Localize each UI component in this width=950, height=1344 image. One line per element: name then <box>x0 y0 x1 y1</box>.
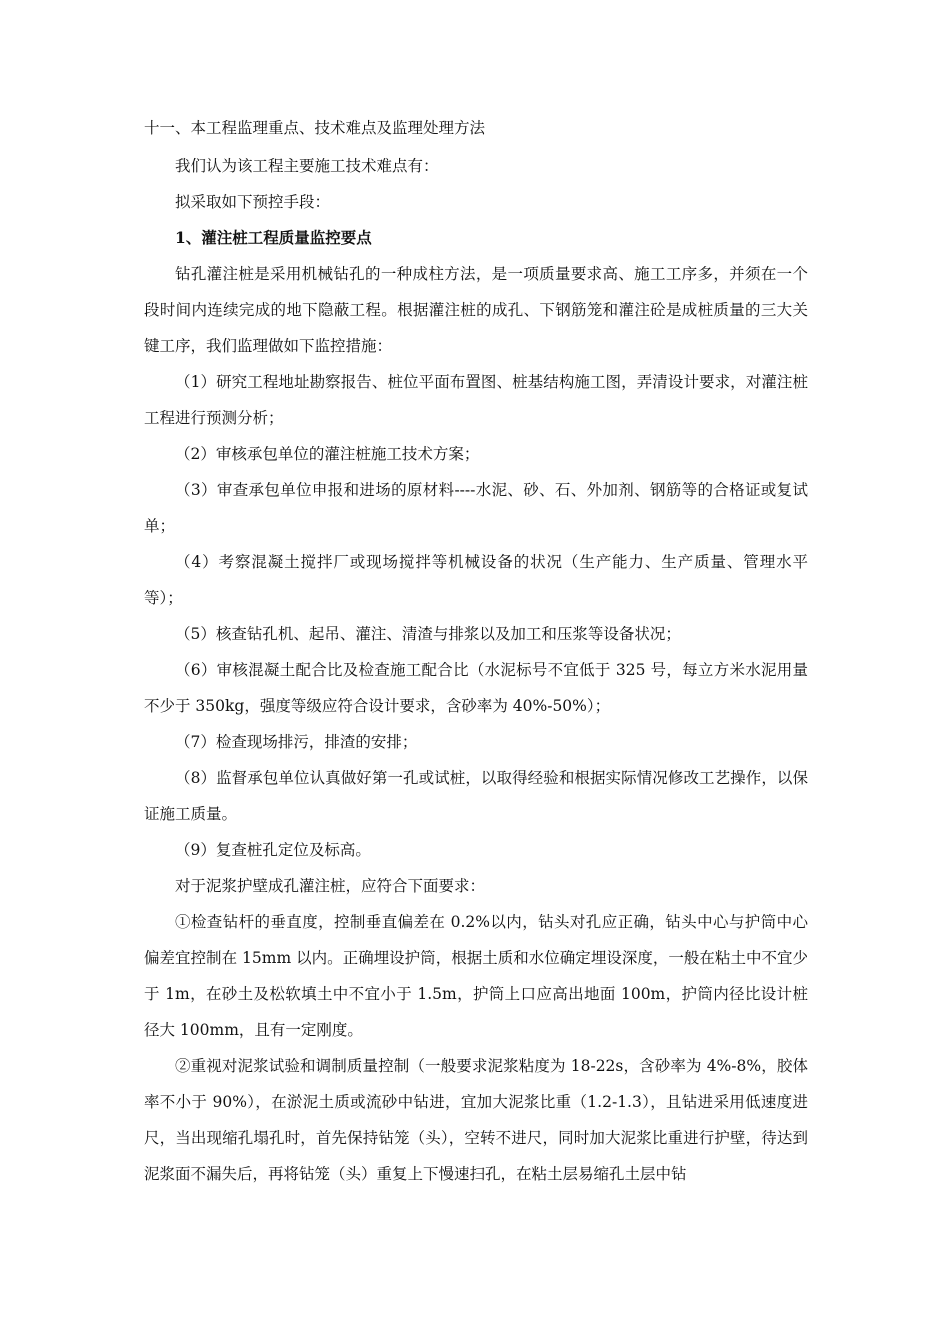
subsection-heading-pile-quality: 1、灌注桩工程质量监控要点 <box>175 228 372 247</box>
paragraph-mud-wall-requirements: 对于泥浆护壁成孔灌注桩，应符合下面要求： <box>175 877 486 895</box>
section-heading: 十一、本工程监理重点、技术难点及监理处理方法 <box>144 119 486 137</box>
paragraph-difficulties-intro: 我们认为该工程主要施工技术难点有： <box>175 157 439 175</box>
document-body <box>144 116 808 1192</box>
list-item-1: （1）研究工程地址勘察报告、桩位平面布置图、桩基结构施工图，弄清设计要求，对灌注桩工程进行预测分析； <box>144 373 808 427</box>
list-item-3: （3）审查承包单位申报和进场的原材料----水泥、砂、石、外加剂、钢筋等的合格证或复试单； <box>144 481 808 535</box>
list-item-8: （8）监督承包单位认真做好第一孔或试桩，以取得经验和根据实际情况修改工艺操作，以保证施工质量。 <box>144 769 808 823</box>
requirement-item-1: ①检查钻杆的垂直度，控制垂直偏差在 0.2%以内，钻头对孔应正确，钻头中心与护筒中心偏差宜控制在 15mm 以内。正确埋设护筒，根据土质和水位确定埋设深度，一般在粘土中不宜少于 1m，在砂土及松软填土中不宜小于 1.5m，护筒上口应高出地面 100m，护筒内径比设计桩径大 100mm，且有一定刚度。 <box>144 913 808 1039</box>
list-item-7: （7）检查现场排污，排渣的安排； <box>175 733 418 751</box>
paragraph-measures-intro: 拟采取如下预控手段： <box>175 193 331 211</box>
list-item-9: （9）复查桩孔定位及标高。 <box>175 841 371 859</box>
list-item-6: （6）审核混凝土配合比及检查施工配合比（水泥标号不宜低于 325 号，每立方米水泥用量不少于 350kg，强度等级应符合设计要求，含砂率为 40%-50%）； <box>144 661 808 715</box>
list-item-2: （2）审核承包单位的灌注桩施工技术方案； <box>175 445 480 463</box>
list-item-5: （5）核查钻孔机、起吊、灌注、清渣与排浆以及加工和压浆等设备状况； <box>175 625 681 643</box>
paragraph-bored-pile-description: 钻孔灌注桩是采用机械钻孔的一种成柱方法，是一项质量要求高、施工工序多，并须在一个段时间内连续完成的地下隐蔽工程。根据灌注桩的成孔、下钢筋笼和灌注砼是成桩质量的三大关键工序，我们监理做如下监控措施： <box>144 265 808 355</box>
list-item-4: （4）考察混凝土搅拌厂或现场搅拌等机械设备的状况（生产能力、生产质量、管理水平等）； <box>144 553 808 607</box>
requirement-item-2: ②重视对泥浆试验和调制质量控制（一般要求泥浆粘度为 18-22s，含砂率为 4%-8%，胶体率不小于 90%），在淤泥土质或流砂中钻进，宜加大泥浆比重（1.2-1.3），且钻进采用低速度进尺，当出现缩孔塌孔时，首先保持钻笼（头），空转不进尺，同时加大泥浆比重进行护壁，待达到泥浆面不漏失后，再将钻笼（头）重复上下慢速扫孔，在粘土层易缩孔土层中钻 <box>144 1057 808 1183</box>
